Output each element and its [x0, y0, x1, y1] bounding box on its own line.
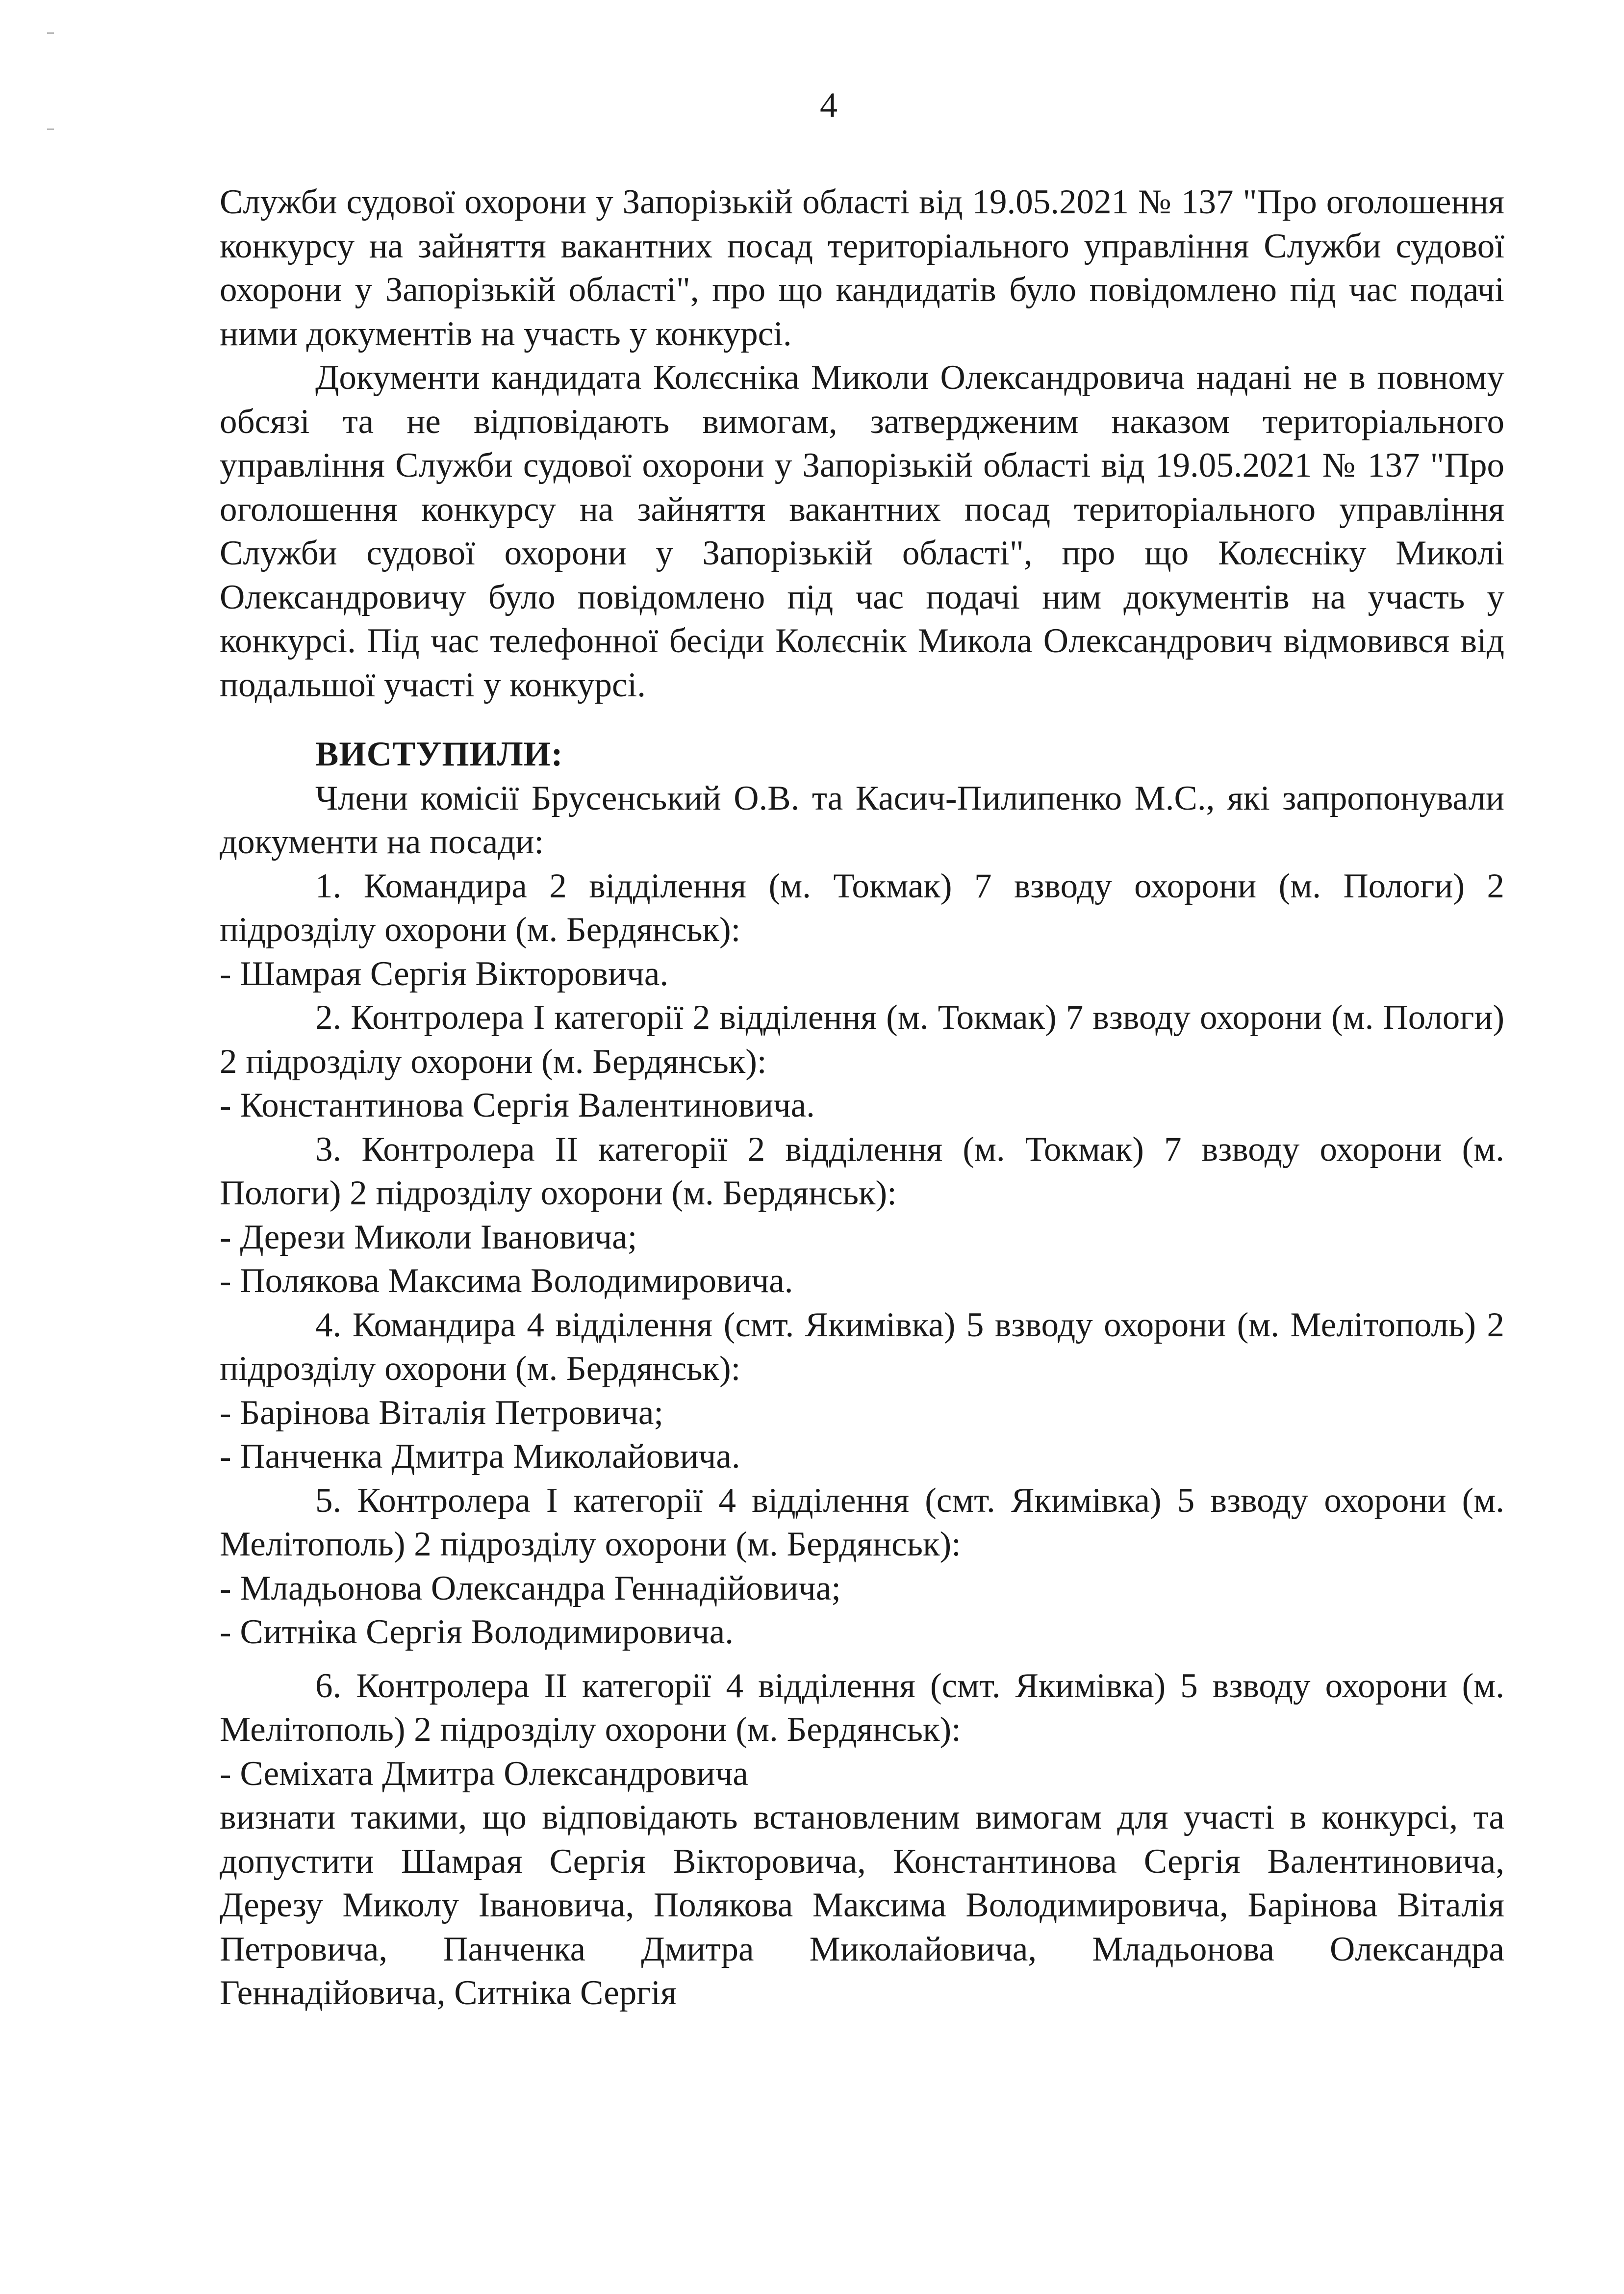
position-item-4: 4. Командира 4 відділення (смт. Якимівка) 5 взводу охорони (м. Мелітополь) 2 підрозділу охорони (м. Бердянськ):	[220, 1305, 1504, 1388]
paragraph-commission-members: Члени комісії Брусенський О.В. та Касич-Пилипенко М.С., які запропонували документи на посади:	[220, 779, 1504, 861]
scan-margin-mark	[47, 128, 54, 130]
candidate-name: - Семіхата Дмитра Олександровича	[220, 1754, 748, 1793]
position-item-5: 5. Контролера І категорії 4 відділення (смт. Якимівка) 5 взводу охорони (м. Мелітополь) 2 підрозділу охорони (м. Бердянськ):	[220, 1481, 1504, 1563]
candidate-name: - Панченка Дмитра Миколайовича.	[220, 1437, 740, 1476]
paragraph-decision: визнати такими, що відповідають встановленим вимогам для участі в конкурсі, та допустити Шамрая Сергія Вікторовича, Константинова Сергія Валентиновича, Дерезу Миколу Івановича, Полякова Максима Володимировича, Барінова Віталія Петровича, Панченка Дмитра Миколайовича, Младьонова Олександра Геннадійовича, Ситніка Сергія	[220, 1798, 1504, 2012]
candidate-name: - Младьонова Олександра Геннадійовича;	[220, 1569, 841, 1607]
section-heading: ВИСТУПИЛИ:	[315, 735, 563, 773]
paragraph-candidate-documents: Документи кандидата Колєсніка Миколи Олександровича надані не в повному обсязі та не відповідають вимогам, затвердженим наказом територіального управління Служби судової охорони у Запорізькій області від 19.05.2021 № 137 "Про оголошення конкурсу на зайняття вакантних посад територіального управління Служби судової охорони у Запорізькій області", про що Колєсніку Миколі Олександровичу було повідомлено під час подачі ним документів на участь у конкурсі. Під час телефонної бесіди Колєснік Микола Олександрович відмовився від подальшої участі у конкурсі.	[220, 358, 1504, 704]
candidate-name: - Полякова Максима Володимировича.	[220, 1262, 793, 1300]
page-number: 4	[820, 85, 837, 125]
position-item-3: 3. Контролера ІІ категорії 2 відділення (м. Токмак) 7 взводу охорони (м. Пологи) 2 підрозділу охорони (м. Бердянськ):	[220, 1130, 1504, 1212]
position-item-1: 1. Командира 2 відділення (м. Токмак) 7 взводу охорони (м. Пологи) 2 підрозділу охорони (м. Бердянськ):	[220, 867, 1504, 949]
candidate-name: - Барінова Віталія Петровича;	[220, 1393, 664, 1432]
document-body	[220, 180, 1504, 2015]
position-item-2: 2. Контролера І категорії 2 відділення (м. Токмак) 7 взводу охорони (м. Пологи) 2 підрозділу охорони (м. Бердянськ):	[220, 998, 1504, 1081]
candidate-name: - Дерези Миколи Івановича;	[220, 1218, 637, 1256]
candidate-name: - Шамрая Сергія Вікторовича.	[220, 954, 669, 993]
scan-margin-mark	[47, 32, 54, 34]
position-item-6: 6. Контролера ІІ категорії 4 відділення (смт. Якимівка) 5 взводу охорони (м. Мелітополь) 2 підрозділу охорони (м. Бердянськ):	[220, 1666, 1504, 1749]
paragraph-continued: Служби судової охорони у Запорізькій області від 19.05.2021 № 137 "Про оголошення конкурсу на зайняття вакантних посад територіального управління Служби судової охорони у Запорізькій області", про що кандидатів було повідомлено під час подачі ними документів на участь у конкурсі.	[220, 183, 1504, 353]
candidate-name: - Константинова Сергія Валентиновича.	[220, 1086, 815, 1124]
candidate-name: - Ситніка Сергія Володимировича.	[220, 1613, 734, 1651]
